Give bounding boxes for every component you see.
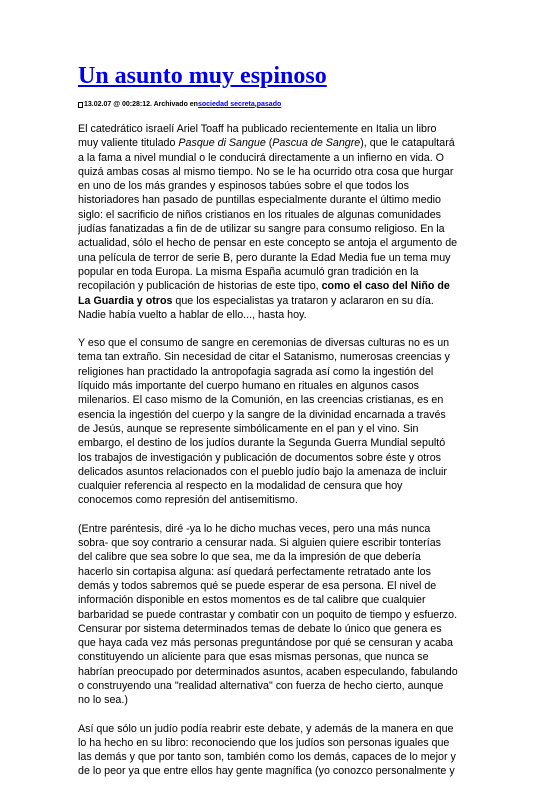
category-link-pasado[interactable]: pasado (256, 101, 282, 108)
post-meta (78, 100, 458, 110)
paragraph-1: El catedrático israelí Ariel Toaff ha publicado recientemente en Italia un libro muy valiente titulado Pasque di Sangue (Pascua de Sangre), que le catapultará a la fama a nivel mundial o le conducirá directamente a un infierno en vida. O quizá ambas cosas al mismo tiempo. No se le ha ocurrido otra cosa que hurgar en uno de los más grandes y espinosos tabúes sobre el que todos los historiadores han pasado de puntillas especialmente durante el último medio siglo: el sacrificio de niños cristianos en los rituales de algunas comunidades judías fanatizadas a fin de de utilizar su sangre para consumo religioso. En la actualidad, sólo el hecho de pensar en este concepto se antoja el argumento de una película de terror de serie B, pero durante la Edad Media fue un tema muy popular en toda Europa. La misma España acumuló gran tradición en la recopilación y publicación de historias de este tipo, como el caso del Niño de La Guardia y otros que los especialistas ya trataron y aclararon en su día. Nadie había vuelto a hablar de ello..., hasta hoy. (78, 123, 458, 321)
post-timestamp: 13.02.07 @ 00:28:12. Archivado en (84, 101, 198, 108)
paragraph-2: Y eso que el consumo de sangre en ceremonias de diversas culturas no es un tema tan extraño. Sin necesidad de citar el Satanismo, numerosas creencias y religiones han practidado la antropofagia sagrada así como la ingestión del líquido más importante del cuerpo humano en rituales en algunos casos milenarios. El caso mismo de la Comunión, en las creencias cristianas, es en esencia la ingestión del cuerpo y la sangre de la divinidad encarnada a través de Jesús, aunque se represente simbólicamente en el pan y el vino. Sin embargo, el destino de los judíos durante la Segunda Guerra Mundial sepultó los trabajos de investigación y publicación de documentos sobre éste y otros delicados asuntos relacionados con el pueblo judío bajo la amenaza de incluir cualquier referencia al respecto en la modalidad de censura que hoy conocemos como represión del antisemitismo. (78, 337, 450, 507)
paragraph-4: Así que sólo un judío podía reabrir este debate, y además de la manera en que lo ha hecho en su libro: reconociendo que los judíos son personas iguales que las demás y que por tanto son, también como los demás, capaces de lo mejor y de lo peor ya que entre ellos hay gente magnífica (yo conozco personalmente y (78, 722, 456, 778)
post-title-link[interactable]: Un asunto muy espinoso (78, 63, 327, 89)
document-icon (78, 102, 83, 108)
post-body (78, 122, 458, 779)
blog-post (78, 62, 458, 793)
paragraph-3: (Entre paréntesis, diré -ya lo he dicho muchas veces, pero una más nunca sobra- que soy contrario a censurar nada. Si alguien quiere escribir tonterías del calibre que sea sobre lo que sea, me da la impresión de que debería hacerlo sin cortapisa alguna: así quedará perfectamente retratado ante los demás y todos sabremos qué se puede esperar de esa persona. El nivel de información disponible en estos momentos es de tal calibre que cualquier barbaridad se puede contrastar y combatir con un poquito de tiempo y esfuerzo. Censurar por sistema determinados temas de debate lo único que genera es que haya cada vez más personas preguntándose por qué se censuran y acaba constituyendo un aliciente para que esas mismas personas, que nunca se habrían preocupado por determinados asuntos, acaben especulando, fabulando o construyendo una "realidad alternativa" con fuerza de hecho cierto, aunque no lo sea.) (78, 522, 458, 707)
meta-separator: , (254, 101, 257, 108)
category-link-sociedad-secreta[interactable]: sociedad secreta (197, 101, 255, 108)
